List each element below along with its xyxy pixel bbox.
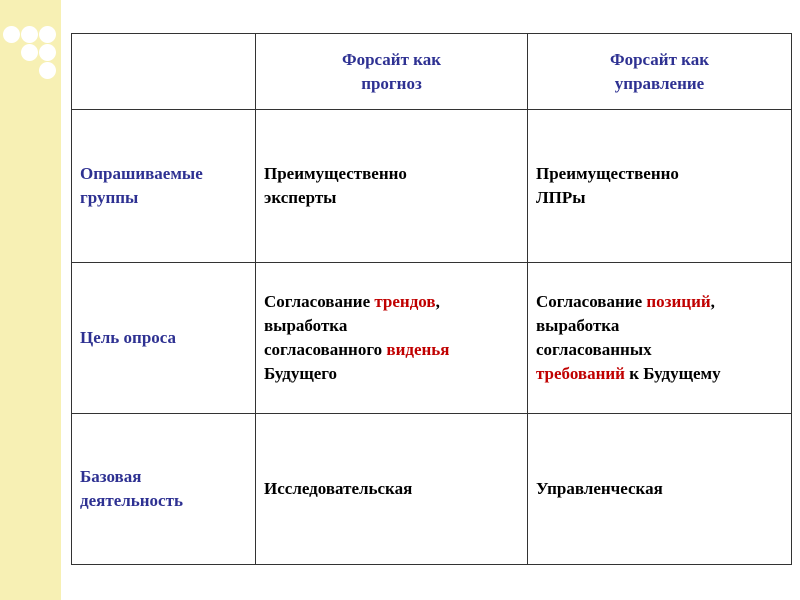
- row-label-line: группы: [80, 188, 139, 207]
- row-label-line: Опрашиваемые: [80, 164, 203, 183]
- table-row: [72, 263, 792, 414]
- row-label-groups: [72, 110, 256, 263]
- header-management: [528, 34, 792, 110]
- header-management-line1: Форсайт как: [609, 49, 710, 69]
- cell-management-activity: [528, 414, 792, 565]
- highlight-text: трендов: [374, 292, 436, 311]
- row-label-line: Базовая: [80, 467, 142, 486]
- cell-management-goal: [528, 263, 792, 414]
- decor-dot: [39, 44, 56, 61]
- cell-line: [536, 362, 783, 386]
- cell-line: согласованных: [536, 340, 652, 359]
- cell-line: [536, 290, 783, 314]
- cell-line: [264, 290, 519, 314]
- cell-line: Будущего: [264, 364, 338, 383]
- row-label-line: деятельность: [80, 491, 183, 510]
- cell-line: ЛПРы: [536, 188, 586, 207]
- cell-text: ,: [435, 292, 440, 311]
- table-header-row: [72, 34, 792, 110]
- decor-dot: [21, 26, 38, 43]
- decor-dot: [21, 44, 38, 61]
- empty-header-cell: [72, 34, 256, 110]
- header-management-line2: управление: [614, 73, 705, 93]
- row-label-goal: [72, 263, 256, 414]
- cell-forecast-goal: [256, 263, 528, 414]
- decorative-side-band: [0, 0, 61, 600]
- cell-text: согласованного: [264, 340, 387, 359]
- cell-management-groups: [528, 110, 792, 263]
- header-forecast-line1: Форсайт как: [341, 49, 442, 69]
- cell-text: Согласование: [264, 292, 375, 311]
- header-forecast: [256, 34, 528, 110]
- cell-line: эксперты: [264, 188, 337, 207]
- header-forecast-line2: прогноз: [361, 73, 422, 93]
- highlight-text: позиций: [646, 292, 711, 311]
- cell-text: к Будущему: [624, 364, 721, 383]
- table-row: [72, 414, 792, 565]
- row-label-activity: [72, 414, 256, 565]
- decor-dot: [3, 26, 20, 43]
- cell-forecast-groups: [256, 110, 528, 263]
- cell-line: Преимущественно: [264, 164, 407, 183]
- comparison-table: [71, 33, 792, 565]
- cell-line: выработка: [536, 316, 620, 335]
- decor-dot: [39, 26, 56, 43]
- row-label-line: Цель опроса: [80, 328, 177, 347]
- cell-text: ,: [710, 292, 715, 311]
- highlight-text: виденья: [386, 340, 450, 359]
- highlight-text: требований: [536, 364, 625, 383]
- cell-line: Исследовательская: [264, 479, 413, 498]
- cell-line: Управленческая: [536, 479, 663, 498]
- cell-line: Преимущественно: [536, 164, 679, 183]
- cell-line: [264, 338, 519, 362]
- cell-forecast-activity: [256, 414, 528, 565]
- decor-dot: [39, 62, 56, 79]
- cell-line: выработка: [264, 316, 348, 335]
- cell-text: Согласование: [536, 292, 647, 311]
- table-row: [72, 110, 792, 263]
